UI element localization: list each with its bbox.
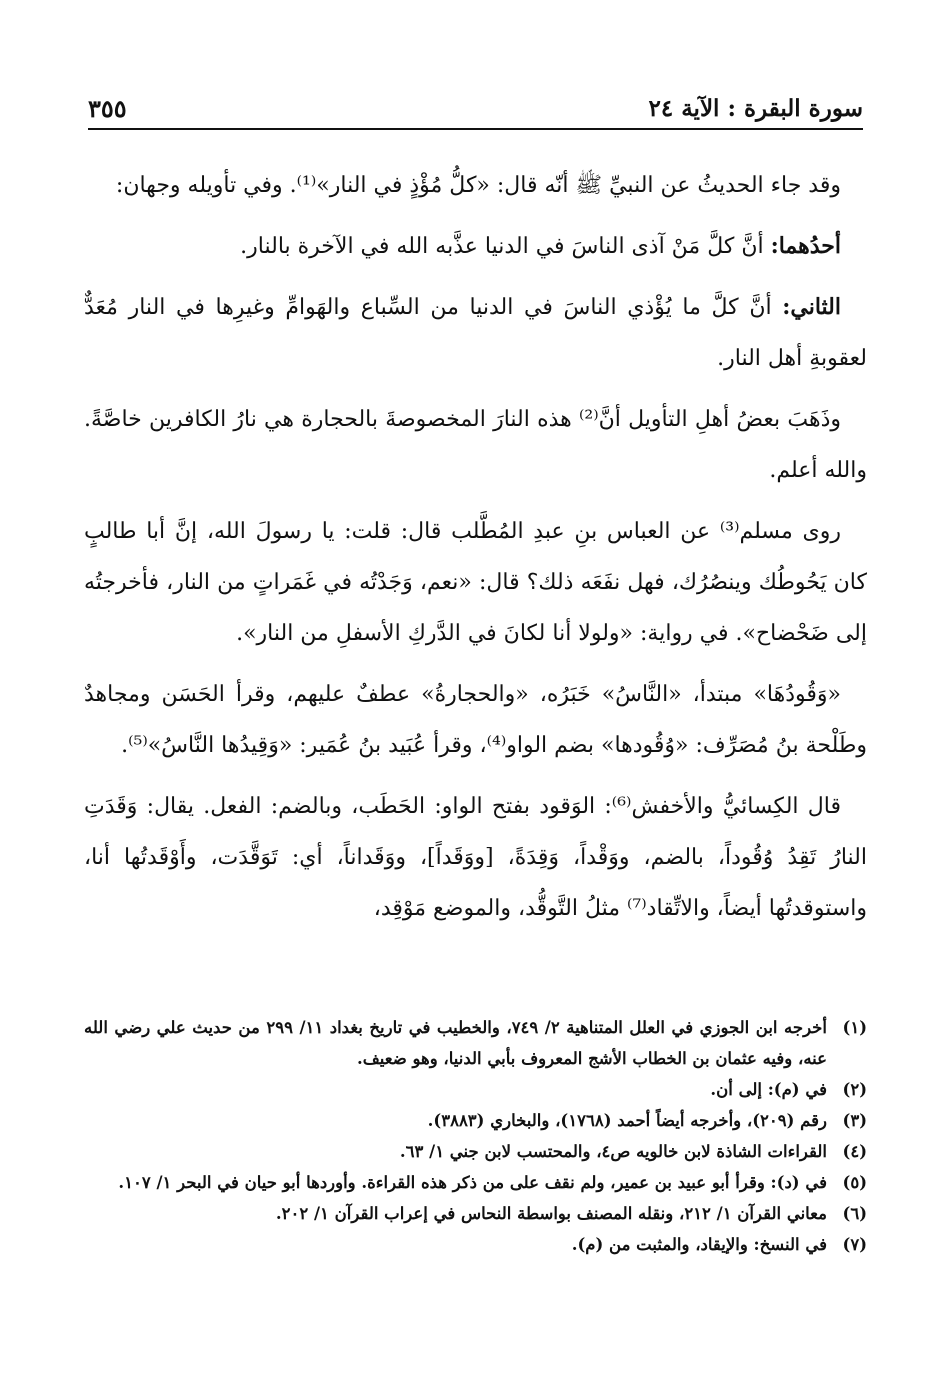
footnote-number: (٦) xyxy=(842,1204,867,1223)
footnote-text: في (م): إلى أن. xyxy=(710,1080,827,1099)
footnote xyxy=(84,1105,867,1136)
footnote-number: (٣) xyxy=(842,1111,867,1130)
footnote-text: معاني القرآن ١/ ٢١٢، ونقله المصنف بواسطة النحاس في إعراب القرآن ١/ ٢٠٢. xyxy=(275,1204,827,1223)
paragraph-text: أنَّ كلَّ ما يُؤْذي الناسَ في الدنيا من السِّباع والهَوامِّ وغيرِها في النار مُعَدٌّ لعقوبةِ أهل النار. xyxy=(84,295,867,371)
paragraph-text: روى مسلم⁽³⁾ عن العباس بنِ عبدِ المُطَّلب قال: قلت: يا رسولَ الله، إنَّ أبا طالبٍ كان يَحُوطُك وينصُرُك، فهل نفَعَه ذلك؟ قال: «نعم، وَجَدْتُه في غَمَراتٍ من النار، فأخرجتُه إلى ضَحْضاح». في رواية: «ولولا أنا لكانَ في الدَّركِ الأسفلِ من النار». xyxy=(84,519,867,646)
paragraph xyxy=(84,282,867,384)
paragraph-text: وذَهَبَ بعضُ أهلِ التأويل أنَّ⁽²⁾ هذه النارَ المخصوصةَ بالحجارة هي نارُ الكافرين خاصَّةً. والله أعلم. xyxy=(84,407,867,483)
paragraph-text: وقد جاء الحديثُ عن النبيِّ ﷺ أنّه قال: «كلُّ مُؤْذٍ في النار»⁽¹⁾. وفي تأويله وجهان: xyxy=(115,173,841,198)
main-text xyxy=(84,160,867,944)
paragraph xyxy=(84,394,867,496)
footnote-number: (٢) xyxy=(842,1080,867,1099)
footnote-number: (٧) xyxy=(842,1235,867,1254)
paragraph-text: أنَّ كلَّ مَنْ آذى الناسَ في الدنيا عذَّبه الله في الآخرة بالنار. xyxy=(240,234,771,259)
paragraph xyxy=(84,221,867,272)
footnote xyxy=(84,1229,867,1260)
footnote xyxy=(84,1012,867,1074)
footnote-text: القراءات الشاذة لابن خالويه ص٤، والمحتسب لابن جني ١/ ٦٣. xyxy=(399,1142,827,1161)
footnote-text: في (د): وقرأ أبو عبيد بن عمير، ولم نقف على من ذكر هذه القراءة. وأوردها أبو حيان في البحر ١/ ١٠٧. xyxy=(118,1173,827,1192)
footnote-number: (٥) xyxy=(842,1173,867,1192)
paragraph-lead: أحدُهما: xyxy=(770,233,841,259)
footnote-text: أخرجه ابن الجوزي في العلل المتناهية ٢/ ٧٤٩، والخطيب في تاريخ بغداد ١١/ ٢٩٩ من حديث علي رضي الله عنه، وفيه عثمان بن الخطاب الأشج المعروف بأبي الدنيا، وهو ضعيف. xyxy=(84,1018,827,1068)
paragraph-text: «وَقُودُهَا» مبتدأ، «النَّاسُ» خَبَرُه، «والحجارةُ» عطفٌ عليهم، وقرأ الحَسَن ومجاهدٌ وطَلْحة بنُ مُصَرِّف: «وُقُودها» بضم الواو⁽⁴⁾، وقرأ عُبَيد بنُ عُمَير: «وَقِيدُها النَّاسُ»⁽⁵⁾. xyxy=(84,682,867,758)
footnote-text: في النسخ: والإيقاد، والمثبت من (م). xyxy=(571,1235,827,1254)
paragraph xyxy=(84,781,867,934)
footnote-number: (١) xyxy=(842,1018,867,1037)
footnote xyxy=(84,1136,867,1167)
page-number: ٣٥٥ xyxy=(88,93,127,123)
paragraph-text: قال الكِسائيُّ والأخفش⁽⁶⁾: الوَقود بفتح الواو: الحَطَب، وبالضم: الفعل. يقال: وَقَدَتِ النارُ تَقِدُ وُقُوداً، بالضم، ووَقْداً، وَقِدَةً، [ووَقَداً]، ووَقَداناً، أي: تَوَقَّدَت، وأَوْقَدتُها أنا، واستوقدتُها أيضاً، والاتِّقاد⁽⁷⁾ مثلُ التَّوقُّد، والموضع مَوْقِد، xyxy=(84,794,867,921)
paragraph-lead: الثاني: xyxy=(782,294,841,320)
footnote xyxy=(84,1074,867,1105)
footnotes xyxy=(84,1012,867,1260)
paragraph xyxy=(84,160,867,211)
paragraph xyxy=(84,506,867,659)
paragraph xyxy=(84,669,867,771)
running-header xyxy=(88,88,863,130)
footnote xyxy=(84,1167,867,1198)
footnote xyxy=(84,1198,867,1229)
chapter-title: سورة البقرة : الآية ٢٤ xyxy=(648,94,863,122)
footnote-text: رقم (٢٠٩)، وأخرجه أيضاً أحمد (١٧٦٨)، والبخاري (٣٨٨٣). xyxy=(427,1111,827,1130)
footnote-number: (٤) xyxy=(842,1142,867,1161)
